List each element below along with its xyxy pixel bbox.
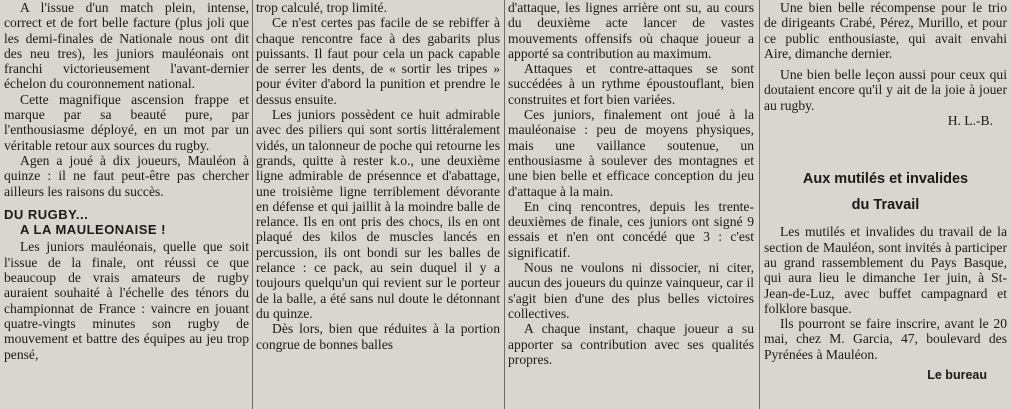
article-paragraph: Une bien belle leçon aussi pour ceux qui doutaient encore qu'il y ait de la joie à jouer au rugby. (764, 67, 1007, 113)
article-paragraph: Nous ne voulons ni dissocier, ni citer, aucun des joueurs du quinze vainqueur, car il s'agit bien d'une des plus belles victoires collectives. (508, 260, 754, 321)
signoff: Le bureau (927, 368, 987, 383)
article-paragraph: Les mutilés et invalides du travail de la section de Mauléon, sont invités à participer au grand rassemblement du Pays Basque, qui aura lieu le dimanche 1er juin, à St-Jean-de-Luz, avec buffet campagnard et folklore basque. (764, 224, 1007, 316)
article-paragraph: Ils pourront se faire inscrire, avant le 20 mai, chez M. Garcia, 47, boulevard des Pyrénées à Mauléon. (764, 316, 1007, 362)
column-divider (504, 0, 505, 409)
column-divider (252, 0, 253, 409)
article-paragraph: Cette magnifique ascension frappe et marque par sa beauté pure, par l'enthousiasme déployé, en un mot par un véritable retour aux sources du rugby. (4, 91, 249, 153)
article-paragraph: En cinq rencontres, depuis les trente-deuxièmes de finale, ces juniors ont signé 9 essais et n'en ont concédé que 3 : c'est significatif. (508, 198, 754, 260)
article-paragraph: Les juniors possèdent ce huit admirable avec des piliers qui sont sortis littéralement vidés, un talonneur de poche qui retourne les grands, quitte à rester k.o., une deuxième ligne admirable de présennce et d'abattage, une troisième ligne terriblement dévorante en défense et qui jaillit à la moindre balle de relance. Ils en ont pris des chocs, ils en ont plaqué des kilos de muscles lancés en percussion, ils ont bondi sur les balles de relance : ce pack, au sein duquel il y a toujours quelqu'un qui revient sur le porteur de la balle, a été sans nul doute le détonnant du quinze. (256, 107, 500, 321)
article-paragraph: Les juniors mauléonais, quelle que soit l'issue de la finale, ont réussi ce que beaucoup de vrais amateurs de rugby auraient souhaité à l'échelle des ténors du championnat de France : vaincre en jouant quatre-vingts minutes son rugby de mouvement et battre des équipes au jeu trop pensé, (4, 239, 249, 362)
author-signature: H. L.-B. (947, 113, 993, 129)
article-paragraph: Attaques et contre-attaques se sont succédées à un rythme époustouflant, bien construites et fort bien variées. (508, 61, 754, 107)
column-3 (508, 0, 754, 409)
article-paragraph: Agen a joué à dix joueurs, Mauléon à quinze : il ne faut peut-être pas chercher ailleurs les raisons du succès. (4, 152, 249, 199)
article-paragraph: d'attaque, les lignes arrière ont su, au cours du deuxième acte lancer de vastes mouvements offensifs où chaque joueur a apporté sa contribution au maximum. (508, 0, 754, 61)
article-paragraph: A l'issue d'un match plein, intense, correct et de fort belle facture (plus joli que les demi-finales de Nationale nous ont dit des neu tres), les juniors mauléonais ont franchi victorieusement l'avant-dernier échelon du couronnement national. (4, 0, 249, 92)
section-subheading: DU RUGBY... (4, 206, 89, 222)
column-4 (764, 0, 1007, 409)
article-paragraph: trop calculé, trop limité. (256, 0, 387, 15)
article-headline: Aux mutilés et invalides (802, 171, 969, 188)
article-headline: du Travail (851, 197, 920, 214)
article-paragraph: Ces juniors, finalement ont joué à la mauléonaise : peu de moyens physiques, mais une vaillance soutenue, un enthousiasme à soulever des montagnes et une bien belle et efficace conception du jeu d'attaque à la main. (508, 107, 754, 199)
article-paragraph: Ce n'est certes pas facile de se rebiffer à chaque rencontre face à des gabarits plus puissants. Il faut pour cela un pack capable de serrer les dents, de « sortir les tripes » pour éviter d'abord la punition et prendre le dessus ensuite. (256, 15, 500, 107)
column-2 (256, 0, 500, 409)
section-subheading: A LA MAULEONAISE ! (20, 222, 166, 238)
article-paragraph: Une bien belle récompense pour le trio de dirigeants Crabé, Pérez, Murillo, et pour ce public enthousiaste, qui avait envahi Aire, dimanche dernier. (764, 0, 1007, 61)
article-paragraph: A chaque instant, chaque joueur a su apporter sa contribution avec ses qualités propres. (508, 321, 754, 367)
article-paragraph: Dès lors, bien que réduites à la portion congrue de bonnes balles (256, 321, 500, 352)
column-1 (4, 0, 249, 409)
spacer (764, 128, 1007, 166)
column-divider (759, 0, 760, 409)
